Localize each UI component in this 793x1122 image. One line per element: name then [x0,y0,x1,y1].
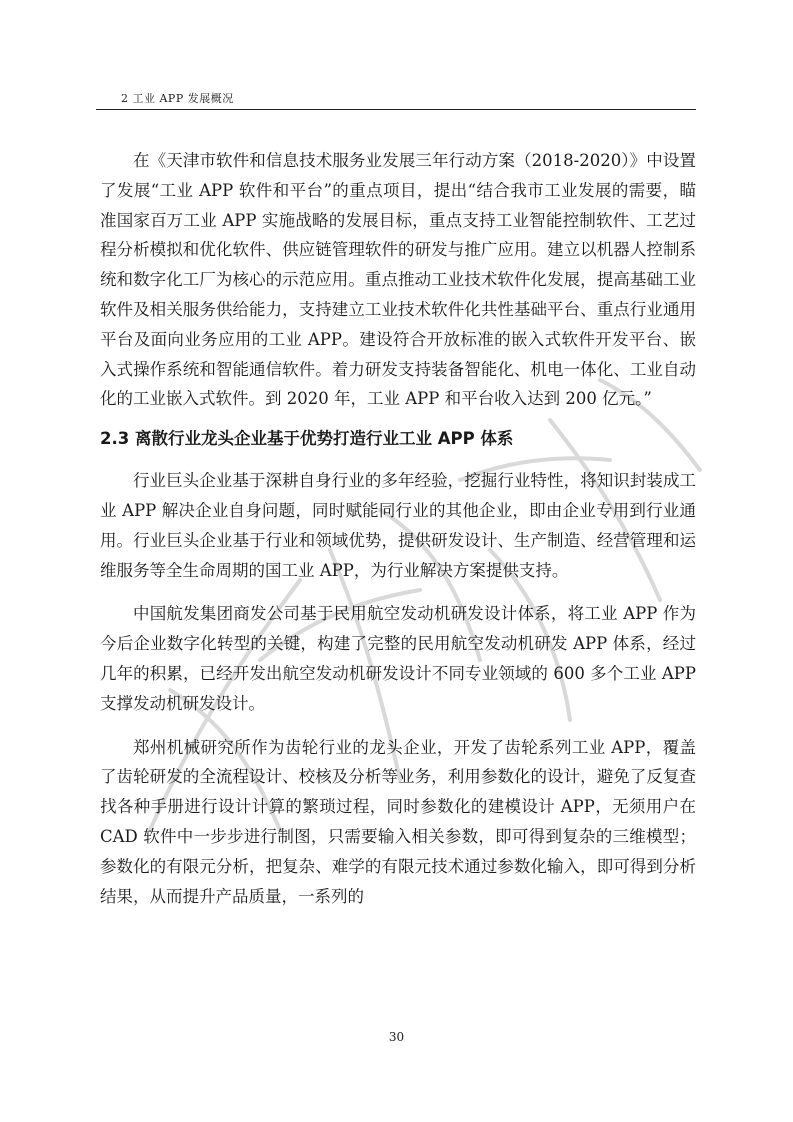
header-rule [96,109,696,110]
paragraph: 行业巨头企业基于深耕自身行业的多年经验，挖掘行业特性，将知识封装成工业 APP 解决企业自身问题，同时赋能同行业的其他企业，即由企业专用到行业通用。行业巨头企业基于行业和领域优势，提供研发设计、生产制造、经营管理和运维服务等全生命周期的国工业 APP，为行业解决方案提供支持。 [100,471,696,580]
body-text [100,146,696,911]
paragraph: 中国航发集团商发公司基于民用航空发动机研发设计体系，将工业 APP 作为今后企业数字化转型的关键，构建了完整的民用航空发动机研发 APP 体系，经过几年的积累，已经开发出航空发动机研发设计不同专业领域的 600 多个工业 APP 支撑发动机研发设计。 [100,604,696,713]
paragraph: 郑州机械研究所作为齿轮行业的龙头企业，开发了齿轮系列工业 APP，覆盖了齿轮研发的全流程设计、校核及分析等业务，利用参数化的设计，避免了反复查找各种手册进行设计计算的繁琐过程，同时参数化的建模设计 APP，无须用户在 CAD 软件中一步步进行制图，只需要输入相关参数，即可得到复杂的三维模型；参数化的有限元分析，把复杂、难学的有限元技术通过参数化输入，即可得到分析结果，从而提升产品质量，一系列的 [100,737,696,906]
section-heading: 2.3 离散行业龙头企业基于优势打造行业工业 APP 体系 [100,429,514,449]
running-header: 2 工业 APP 发展概况 [121,92,234,105]
paragraph: 在《天津市软件和信息技术服务业发展三年行动方案（2018-2020）》中设置了发展“工业 APP 软件和平台”的重点项目，提出“结合我市工业发展的需要，瞄准国家百万工业 APP 实施战略的发展目标，重点支持工业智能控制软件、工艺过程分析模拟和优化软件、供应链管理软件的研发与推广应用。建立以机器人控制系统和数字化工厂为核心的示范应用。重点推动工业技术软件化发展，提高基础工业软件及相关服务供给能力，支持建立工业技术软件化共性基础平台、重点行业通用平台及面向业务应用的工业 APP。建设符合开放标准的嵌入式软件开发平台、嵌入式操作系统和智能通信软件。着力研发支持装备智能化、机电一体化、工业自动化的工业嵌入式软件。到 2020 年，工业 APP 和平台收入达到 200 亿元。” [100,151,696,409]
page-number: 30 [388,1030,405,1044]
